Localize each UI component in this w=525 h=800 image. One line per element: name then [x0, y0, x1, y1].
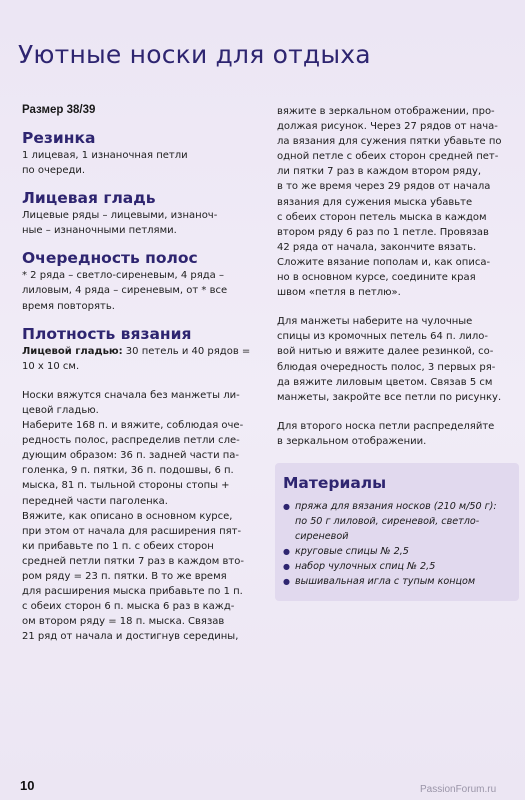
continuation-paragraph: [277, 104, 511, 300]
text-line: дующим образом: 36 п. задней части па-: [22, 450, 240, 462]
text-line: швом «петля в петлю».: [277, 287, 401, 299]
bullet-icon: ●: [283, 561, 290, 571]
text-line: ла вязания для сужения пятки убавьте по: [277, 136, 502, 148]
gauge-heading: Плотность вязания: [22, 324, 192, 343]
rib-text: [22, 148, 262, 178]
text-line: ли пятки 7 раз в каждом втором ряду,: [277, 166, 482, 178]
text-line: Лицевые ряды – лицевыми, изнаноч-: [22, 210, 218, 222]
stockinette-heading: Лицевая гладь: [22, 189, 156, 208]
text-line: блюдая очередность полос, 3 первых ря-: [277, 361, 496, 373]
text-line: вязания для сужения мыска убавьте: [277, 196, 473, 208]
text-line: * 2 ряда – светло-сиреневым, 4 ряда –: [22, 270, 224, 282]
text-line: 21 ряд от начала и достигнув середины,: [22, 631, 239, 643]
text-line: вышивальная игла с тупым концом: [295, 575, 476, 587]
gauge-lead: Лицевой гладью:: [22, 345, 123, 357]
bullet-icon: ●: [283, 576, 290, 586]
text-line: 1 лицевая, 1 изнаночная петли: [22, 150, 188, 161]
text-line: мыска, 81 п. тыльной стороны стопы +: [22, 480, 230, 492]
materials-item: [283, 559, 509, 574]
gauge-text: [22, 344, 262, 374]
text-line: втором ряду 6 раз по 1 петле. Провязав: [277, 226, 489, 238]
right-column: [277, 104, 511, 601]
text-line: да вяжите лиловым цветом. Связав 5 см: [277, 376, 493, 388]
text-line: Носки вяжутся сначала без манжеты ли-: [22, 389, 240, 401]
page-title: Уютные носки для отдыха: [18, 40, 371, 69]
text-line: лиловым, 4 ряда – сиреневым, от * все: [22, 285, 228, 297]
text-line: 42 ряда от начала, закончите вязать.: [277, 241, 477, 253]
text-line: спицы из кромочных петель 64 п. лило-: [277, 331, 488, 343]
text-line: должая рисунок. Через 27 рядов от нача-: [277, 121, 498, 133]
second-sock-paragraph: [277, 419, 511, 449]
text-line: ные – изнаночными петлями.: [22, 225, 177, 237]
text-line: время повторять.: [22, 300, 115, 312]
bullet-icon: ●: [283, 546, 290, 556]
text-line: сиреневой: [295, 530, 349, 542]
text-line: Наберите 168 п. и вяжите, соблюдая оче-: [22, 420, 244, 432]
text-line: по очереди.: [22, 165, 86, 177]
stripes-heading: Очередность полос: [22, 249, 198, 268]
text-line: средней петли пятки 7 раз в каждом вто-: [22, 555, 244, 567]
size-label: Размер 38/39: [22, 104, 96, 116]
text-line: манжеты, закройте все петли по рисунку.: [277, 391, 502, 403]
text-line: по 50 г лиловой, сиреневой, светло-: [295, 515, 480, 527]
watermark: PassionForum.ru: [420, 784, 497, 795]
text-line: ром ряду = 23 п. пятки. В то же время: [22, 570, 227, 582]
text-line: Для второго носка петли распределяйте: [277, 420, 495, 432]
text-line: одной петле с обеих сторон средней пет-: [277, 151, 499, 163]
text-line: Для манжеты наберите на чулочные: [277, 316, 473, 328]
bullet-icon: ●: [283, 501, 290, 511]
text-line: но в основном курсе, соедините края: [277, 272, 476, 284]
text-line: в зеркальном отображении.: [277, 435, 427, 447]
text-line: Вяжите, как описано в основном курсе,: [22, 510, 233, 522]
stripes-text: [22, 268, 262, 313]
text-line: пряжа для вязания носков (210 м/50 г):: [295, 500, 497, 512]
text-line: 10 x 10 см.: [22, 360, 80, 372]
text-line: вой нитью и вяжите далее резинкой, со-: [277, 346, 494, 358]
text-line: набор чулочных спиц № 2,5: [295, 560, 436, 572]
text-line: круговые спицы № 2,5: [295, 545, 409, 557]
text-line: цевой гладью.: [22, 404, 99, 416]
text-line: Сложите вязание пополам и, как описа-: [277, 256, 491, 268]
intro-paragraph: [22, 388, 262, 418]
left-column: [22, 104, 262, 644]
materials-box: [275, 463, 519, 601]
text-line: ом втором ряду = 18 п. мыска. Связав: [22, 616, 225, 628]
rib-heading: Резинка: [22, 129, 96, 147]
text-line: ки прибавьте по 1 п. с обеих сторон: [22, 540, 214, 552]
text-line: с обеих сторон петель мыска в каждом: [277, 211, 487, 223]
page-number: 10: [20, 778, 35, 793]
text-line: вяжите в зеркальном отображении, про-: [277, 106, 495, 117]
text-line: при этом от начала для расширения пят-: [22, 525, 242, 537]
gauge-value: 30 петель и 40 рядов =: [122, 345, 251, 357]
text-line: в то же время через 29 рядов от начала: [277, 181, 491, 193]
text-line: [22, 344, 262, 359]
materials-item: [283, 544, 509, 559]
materials-item: [283, 499, 509, 544]
text-line: с обеих сторон 6 п. мыска 6 раз в кажд-: [22, 601, 235, 613]
text-line: передней части паголенка.: [22, 495, 168, 507]
text-line: голенка, 9 п. пятки, 36 п. подошвы, 6 п.: [22, 465, 234, 477]
cuff-paragraph: [277, 314, 511, 405]
stockinette-text: [22, 208, 262, 238]
instructions-paragraph: [22, 418, 262, 644]
text-line: редность полос, распределив петли сле-: [22, 435, 240, 447]
materials-heading: Материалы: [283, 473, 387, 492]
text-line: для расширения мыска прибавьте по 1 п.: [22, 586, 243, 598]
materials-item: [283, 574, 509, 589]
